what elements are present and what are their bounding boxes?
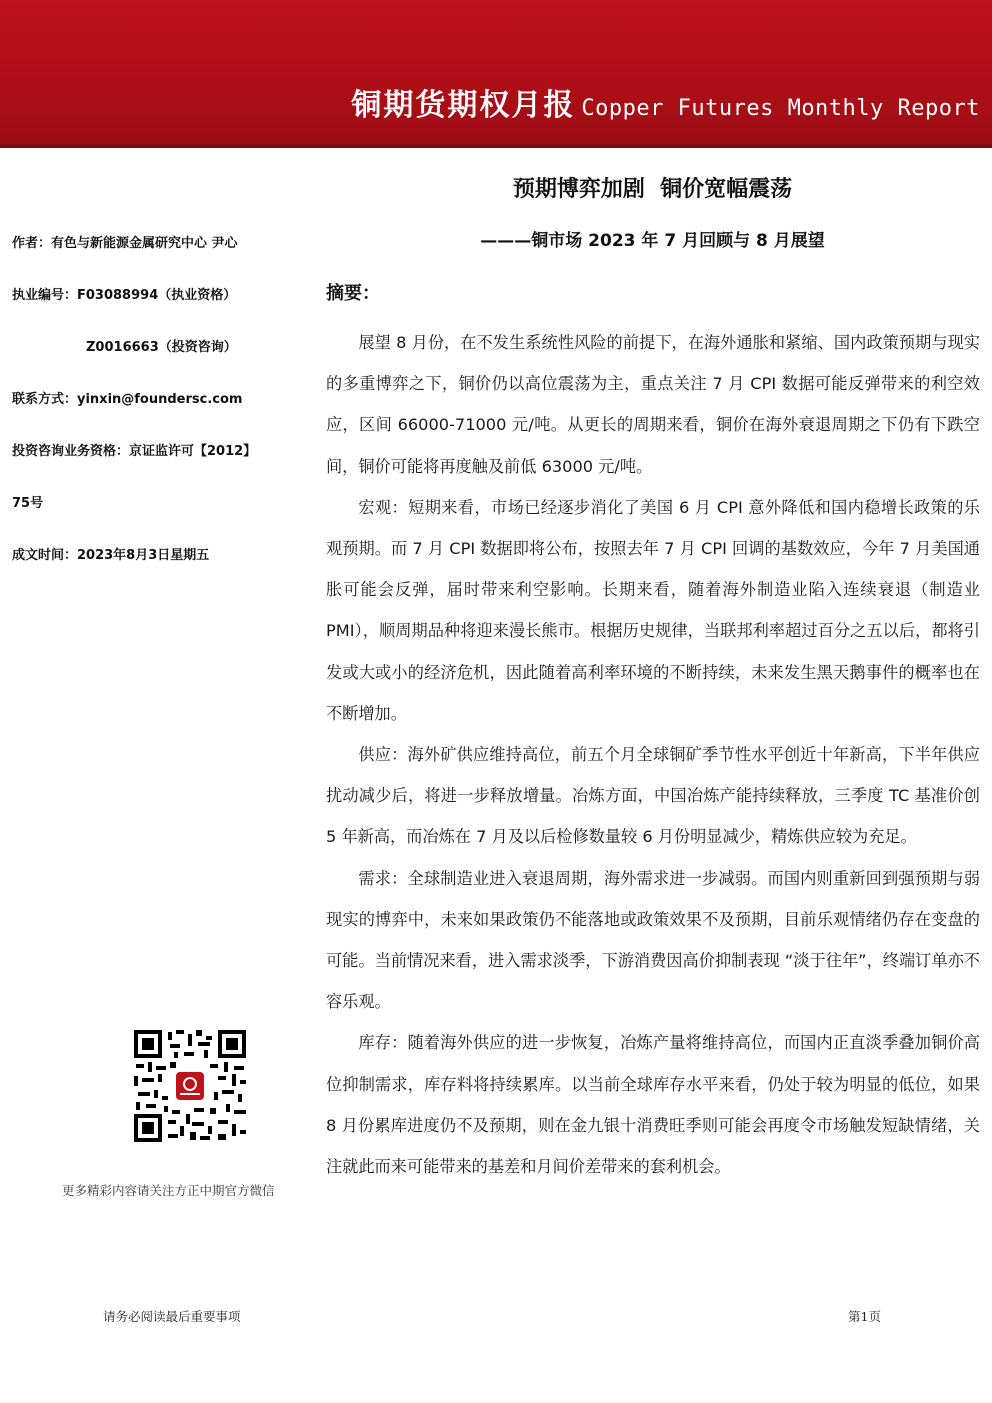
abstract-body — [326, 322, 980, 1187]
abstract-paragraph-demand: 需求：全球制造业进入衰退周期，海外需求进一步减弱。而国内则重新回到强预期与弱现实的博弈中，未来如果政策仍不能落地或政策效果不及预期，目前乐观情绪仍存在变盘的可能。当前情况来看，进入需求淡季，下游消费因高价抑制表现 “淡于往年”，终端订单亦不容乐观。 — [326, 868, 980, 1012]
page-number: 第1页 — [848, 1309, 881, 1324]
abstract-paragraph-supply: 供应：海外矿供应维持高位，前五个月全球铜矿季节性水平创近十年新高，下半年供应扰动减少后，将进一步释放增量。冶炼方面，中国冶炼产能持续释放，三季度 TC 基准价创 5 年新高，而冶炼在 7 月及以后检修数量较 6 月份明显减少，精炼供应较为充足。 — [326, 745, 980, 847]
author-line: 作者：有色与新能源金属研究中心 尹心 — [12, 236, 238, 251]
qualification-line-cont: 75号 — [12, 496, 44, 511]
contact-email: 联系方式：yinxin@foundersc.com — [12, 392, 243, 407]
license-number: 执业编号：F03088994（执业资格） — [12, 288, 237, 303]
abstract-paragraph-macro: 宏观：短期来看，市场已经逐步消化了美国 6 月 CPI 意外降低和国内稳增长政策的乐观预期。而 7 月 CPI 数据即将公布，按照去年 7 月 CPI 回调的基数效应，今年 7 月美国通胀可能会反弹，届时带来利空影响。长期来看，随着海外制造业陷入连续衰退（制造业 PMI），顺周期品种将迎来漫长熊市。根据历史规律，当联邦利率超过百分之五以后，都将引发或大或小的经济危机，因此随着高利率环境的不断持续，未来发生黑天鹅事件的概率也在不断增加。 — [326, 497, 980, 723]
report-series-title-cn: 铜期货期权月报 — [351, 88, 576, 123]
license-number-investment: Z0016663（投资咨询） — [86, 340, 237, 355]
abstract-paragraph-inventory: 库存：随着海外供应的进一步恢复，冶炼产量将维持高位，而国内正直淡季叠加铜价高位抑制需求，库存料将持续累库。以当前全球库存水平来看，仍处于较为明显的低位，如果 8 月份累库进度仍不及预期，则在金九银十消费旺季则可能会再度令市场触发短缺情绪，关注就此而来可能带来的基差和月间价差带来的套利机会。 — [326, 1033, 980, 1177]
report-title: 预期博弈加剧 铜价宽幅震荡 — [512, 177, 793, 202]
footer-disclaimer-notice: 请务必阅读最后重要事项 — [103, 1309, 241, 1324]
report-series-title-en: Copper Futures Monthly Report — [581, 96, 980, 121]
qualification-line: 投资咨询业务资格：京证监许可【2012】 — [12, 444, 257, 459]
report-banner — [0, 0, 992, 148]
banner-divider — [0, 144, 992, 148]
abstract-heading: 摘要： — [326, 283, 380, 304]
abstract-paragraph-outlook: 展望 8 月份，在不发生系统性风险的前提下，在海外通胀和紧缩、国内政策预期与现实的多重博弈之下，铜价仍以高位震荡为主，重点关注 7 月 CPI 数据可能反弹带来的利空效应，区间 66000-71000 元/吨。从更长的周期来看，铜价在海外衰退周期之下仍有下跌空间，铜价可能将再度触及前低 63000 元/吨。 — [326, 333, 980, 476]
publish-date: 成文时间：2023年8月3日星期五 — [12, 548, 210, 563]
report-series-title — [351, 80, 980, 124]
report-subtitle: ———铜市场 2023 年 7 月回顾与 8 月展望 — [480, 231, 825, 251]
qr-caption: 更多精彩内容请关注方正中期官方微信 — [62, 1183, 275, 1198]
wechat-qr-code — [134, 1030, 246, 1142]
